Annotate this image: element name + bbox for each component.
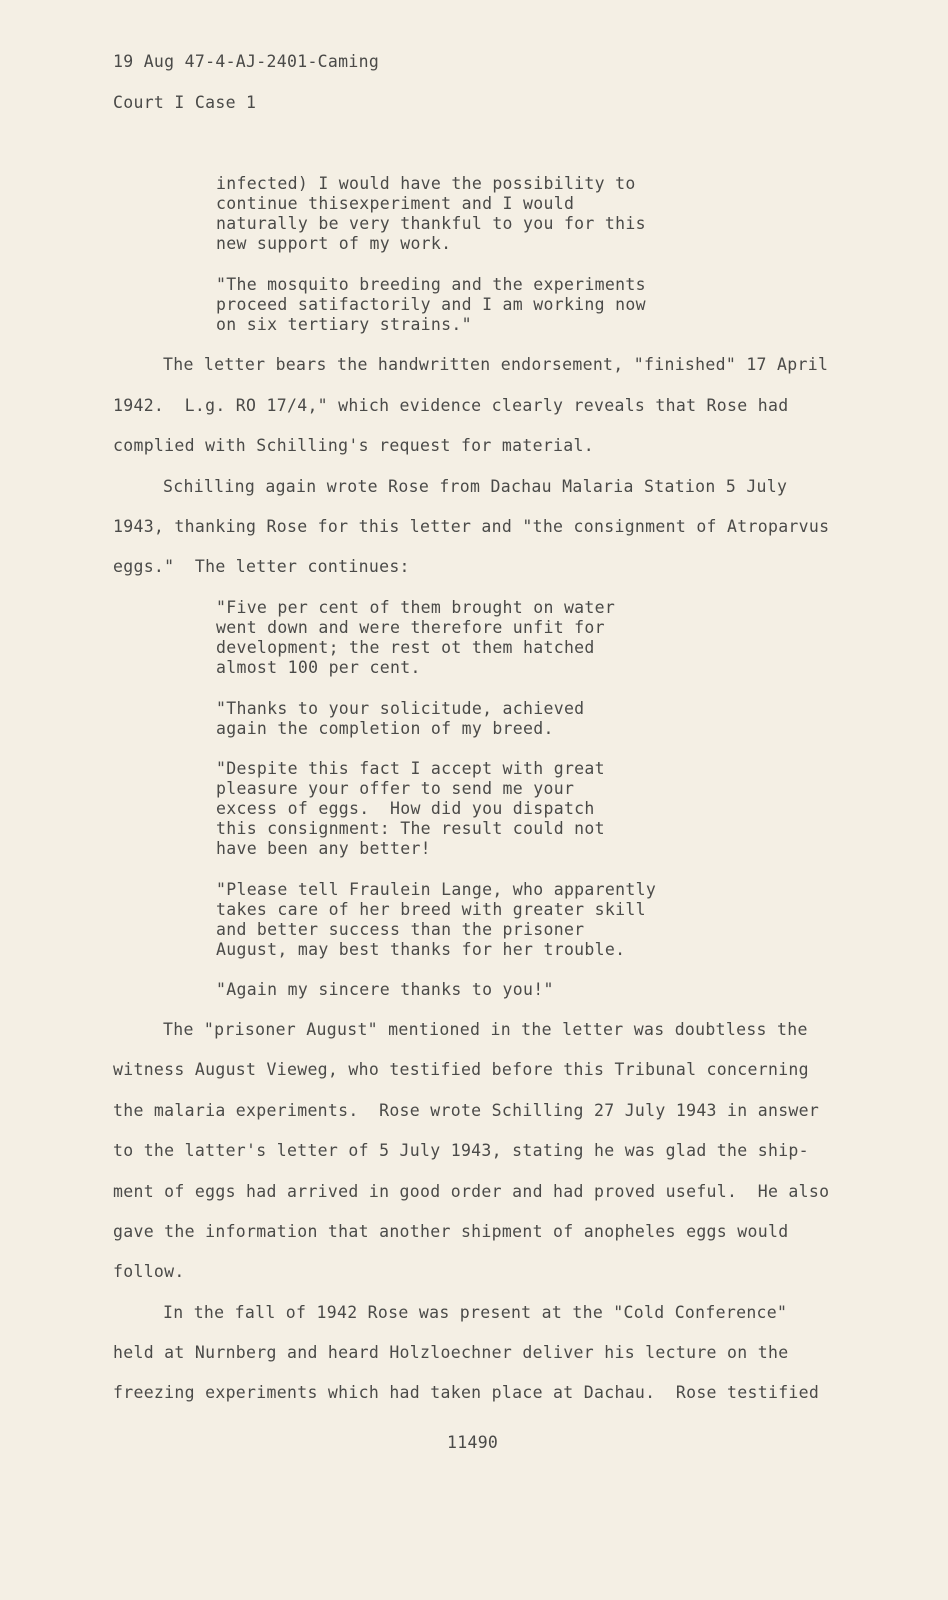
quote-line: "Please tell Fraulein Lange, who apparently [216,880,657,899]
page-number: 11490 [447,1433,499,1452]
quote-line: "Despite this fact I accept with great [216,759,605,778]
quote-line: "Again my sincere thanks to you!" [216,980,554,999]
document-reference: 19 Aug 47-4-AJ-2401-Caming [113,52,380,71]
quote-line: excess of eggs. How did you dispatch [216,799,595,818]
paragraph-line: eggs." The letter continues: [113,557,410,576]
quote-line: proceed satifactorily and I am working now [216,295,646,314]
paragraph-line: 1942. L.g. RO 17/4," which evidence clearly reveals that Rose had [113,396,789,415]
quote-line: on six tertiary strains." [216,315,472,334]
quote-line: continue thisexperiment and I would [216,194,575,213]
quote-line: August, may best thanks for her trouble. [216,940,626,959]
paragraph-line: The "prisoner August" mentioned in the letter was doubtless the [163,1020,808,1039]
paragraph-line: witness August Vieweg, who testified before this Tribunal concerning [113,1060,809,1079]
quote-line: development; the rest ot them hatched [216,638,595,657]
quote-line: pleasure your offer to send me your [216,779,575,798]
paragraph-line: follow. [113,1262,185,1281]
quote-line: went down and were therefore unfit for [216,618,605,637]
quote-line: this consignment: The result could not [216,819,605,838]
quote-line: again the completion of my breed. [216,719,554,738]
quote-line: and better success than the prisoner [216,920,585,939]
paragraph-line: the malaria experiments. Rose wrote Schilling 27 July 1943 in answer [113,1101,820,1120]
quote-line: takes care of her breed with greater skill [216,900,646,919]
paragraph-line: freezing experiments which had taken place at Dachau. Rose testified [113,1383,820,1402]
paragraph-line: held at Nurnberg and heard Holzloechner deliver his lecture on the [113,1343,789,1362]
court-case-label: Court I Case 1 [113,93,257,112]
quote-line: "Five per cent of them brought on water [216,598,616,617]
paragraph-line: gave the information that another shipment of anopheles eggs would [113,1222,789,1241]
quote-line: new support of my work. [216,234,452,253]
paragraph-line: In the fall of 1942 Rose was present at the "Cold Conference" [163,1303,788,1322]
paragraph-line: to the latter's letter of 5 July 1943, stating he was glad the ship- [113,1141,809,1160]
paragraph-line: Schilling again wrote Rose from Dachau Malaria Station 5 July [163,477,788,496]
paragraph-line: 1943, thanking Rose for this letter and "the consignment of Atroparvus [113,517,830,536]
paragraph-line: complied with Schilling's request for material. [113,436,594,455]
quote-line: "The mosquito breeding and the experiments [216,275,646,294]
quote-line: infected) I would have the possibility to [216,174,636,193]
paragraph-line: ment of eggs had arrived in good order and had proved useful. He also [113,1182,830,1201]
quote-line: have been any better! [216,839,431,858]
quote-line: almost 100 per cent. [216,658,421,677]
quote-line: "Thanks to your solicitude, achieved [216,699,585,718]
paragraph-line: The letter bears the handwritten endorsement, "finished" 17 April [163,355,829,374]
quote-line: naturally be very thankful to you for this [216,214,646,233]
